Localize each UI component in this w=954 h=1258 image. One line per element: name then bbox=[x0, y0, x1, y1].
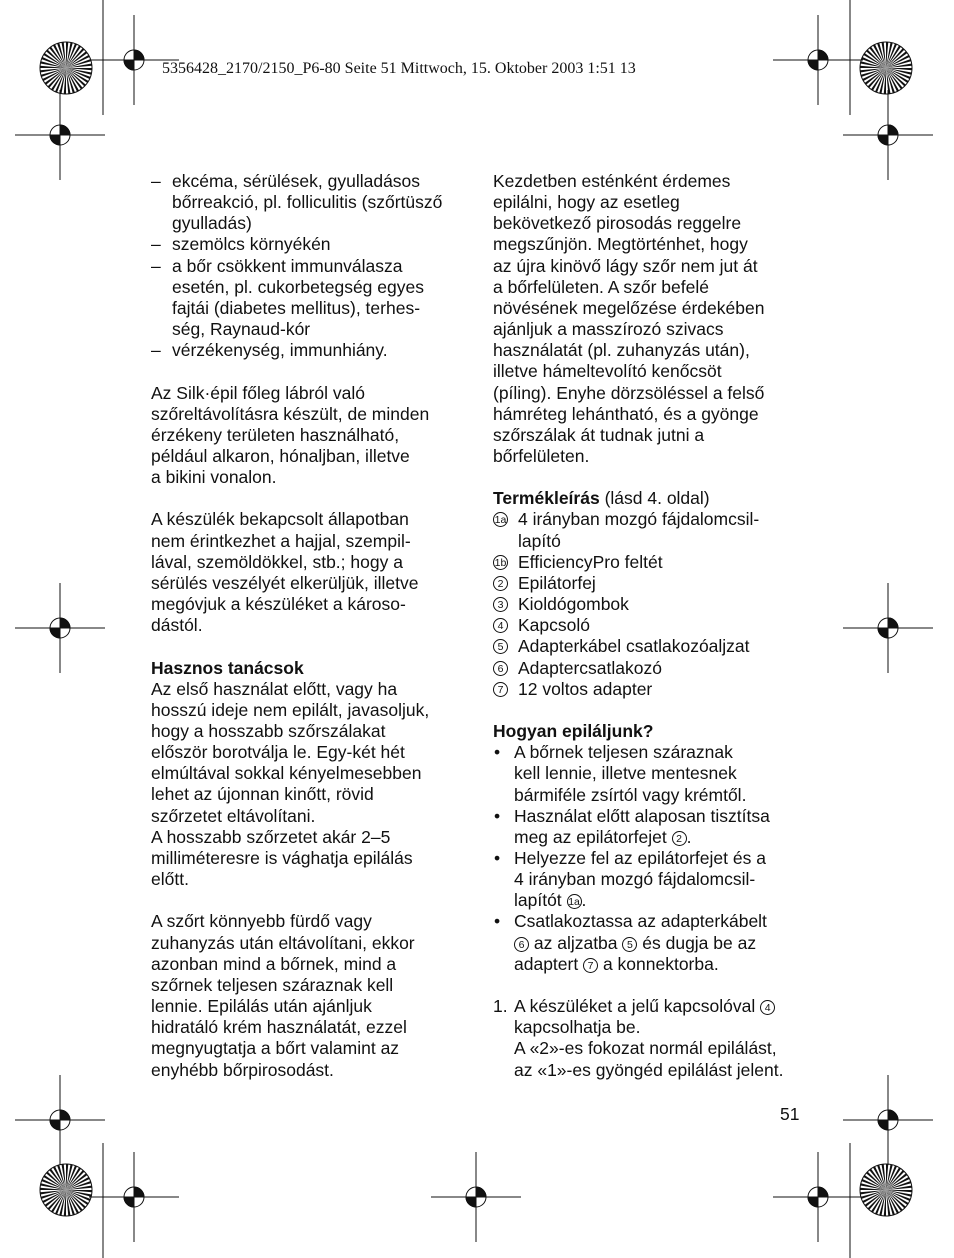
circled-number-icon: 7 bbox=[493, 682, 508, 697]
registration-star-icon bbox=[40, 42, 92, 94]
list-item: 1a 4 irányban mozgó fájdalomcsil- lapító bbox=[494, 509, 760, 551]
list-item: 2 Epilátorfej bbox=[493, 573, 811, 594]
circled-number-icon: 3 bbox=[493, 597, 508, 612]
registration-star-icon bbox=[860, 1164, 912, 1216]
circled-number-icon: 1a bbox=[494, 514, 507, 527]
section-heading-how-to: Hogyan epiláljunk? bbox=[493, 721, 654, 742]
list-item: 1b EfficiencyPro feltét bbox=[494, 551, 663, 572]
circled-number-icon: 4 bbox=[760, 1000, 775, 1015]
circled-number-icon: 2 bbox=[672, 831, 687, 846]
registration-star-icon bbox=[860, 42, 912, 94]
paragraph-tips-bathing: A szőrt könnyebb fürdő vagy zuhanyzás után eltávolítani, ekkor azonban mind a bőrnek, mind a szőrnek teljesen száraznak kell lennie. Epilálás után ajánljuk hidratáló krém használatát, ezzel megnyugtatja a bőrt valamint az enyhébb bőrpirosodást. bbox=[151, 911, 415, 1080]
list-item: – vérzékenység, immunhiány. bbox=[151, 340, 463, 361]
paragraph-evening-advice: Kezdetben esténként érdemes epilálni, hogy az esetleg bekövetkező pirosodás reggelre megszűnjön. Megtörténhet, hogy az újra kinövő lágy szőr nem jut át a bőrfelületen. A szőr befelé növésének megelőzése érdekében ajánljuk a masszírozó szivacs használatát (pl. zuhanyzás után), illetve hámeltevolító kenőcsöt (píling). Enyhe dörzsöléssel a felső hámréteg lehántható, és a gyönge szőrszálak át tudnak jutni a bőrfelületen. bbox=[493, 171, 765, 467]
product-description-heading: Termékleírás (lásd 4. oldal) bbox=[493, 488, 710, 509]
right-column bbox=[493, 171, 811, 1081]
list-item: 6 Adaptercsatlakozó bbox=[493, 658, 811, 679]
crosshair-icon bbox=[15, 1075, 105, 1165]
list-item: – ekcéma, sérülések, gyulladásos bőrreakció, pl. folliculitis (szőrtüsző gyulladás) bbox=[151, 171, 463, 234]
list-item: • Helyezze fel az epilátorfejet és a 4 irányban mozgó fájdalomcsil- lapítót 1a. bbox=[493, 848, 811, 911]
instruction-bullets bbox=[493, 742, 811, 975]
circled-number-icon: 5 bbox=[622, 937, 637, 952]
crosshair-icon bbox=[843, 90, 933, 180]
contraindication-list bbox=[151, 171, 463, 361]
paragraph-usage-areas: Az Silk·épil főleg lábról való szőreltávolításra készült, de minden érzékeny területen használható, például alkaron, hónaljban, illetve a bikini vonalon. bbox=[151, 382, 430, 488]
page-number: 51 bbox=[780, 1104, 800, 1124]
crosshair-icon bbox=[431, 1152, 521, 1242]
product-parts-list bbox=[493, 509, 811, 699]
circled-number-icon: 5 bbox=[493, 639, 508, 654]
list-item: • A bőrnek teljesen száraznak kell lennie, illetve mentesnek bármiféle zsírtól vagy krémtől. bbox=[493, 742, 811, 805]
circled-number-icon: 4 bbox=[493, 618, 508, 633]
numbered-step: 1. A készüléket a jelű kapcsolóval 4 kapcsolhatja be. A «2»-es fokozat normál epilálást, az «1»-es gyöngéd epilálást jelent. bbox=[493, 996, 784, 1080]
list-item: 3 Kioldógombok bbox=[493, 594, 811, 615]
list-item: • Használat előtt alaposan tisztítsa meg az epilátorfejet 2 . bbox=[493, 806, 811, 848]
list-item: 5 Adapterkábel csatlakozóaljzat bbox=[493, 636, 811, 657]
circled-number-icon: 2 bbox=[493, 576, 508, 591]
list-item: • Csatlakoztassa az adapterkábelt 6 az aljzatba 5 és dugja be az adaptert 7 a konnektorba. bbox=[493, 911, 811, 974]
circled-number-icon: 6 bbox=[493, 661, 508, 676]
circled-number-icon: 1a bbox=[568, 896, 580, 909]
registration-star-icon bbox=[40, 1164, 92, 1216]
list-item: – szemölcs környékén bbox=[151, 234, 463, 255]
circled-number-icon: 6 bbox=[514, 937, 529, 952]
list-item: 4 Kapcsoló bbox=[493, 615, 811, 636]
list-item: 7 12 voltos adapter bbox=[493, 679, 811, 700]
circled-number-icon: 7 bbox=[583, 958, 598, 973]
section-heading-tips: Hasznos tanácsok bbox=[151, 657, 304, 678]
crosshair-icon bbox=[15, 583, 105, 673]
crosshair-icon bbox=[15, 90, 105, 180]
circled-number-icon: 1b bbox=[494, 556, 507, 569]
list-item: – a bőr csökkent immunválasza esetén, pl. cukorbetegség egyes fajtái (diabetes mellitus), terhes- ség, Raynaud-kór bbox=[151, 256, 463, 341]
print-header: 5356428_2170/2150_P6-80 Seite 51 Mittwoch, 15. Oktober 2003 1:51 13 bbox=[162, 60, 636, 77]
paragraph-safety: A készülék bekapcsolt állapotban nem érintkezhet a hajjal, szempil- lával, szemöldökkel, stb.; hogy a sérülés veszélyét elkerüljük, illetve megóvjuk a készüléket a károso- dástól. bbox=[151, 509, 419, 636]
paragraph-tips-shaving: Az első használat előtt, vagy ha hosszú ideje nem epilált, javasoljuk, hogy a hosszabb szőrszálakat először borotválja le. Egy-két hét elmúltával sokkal kényelmesebben lehet az újonnan kinőtt, rövid szőrzetet eltávolítani. A hosszabb szőrzetet akár 2–5 milliméteresre is vághatja epilálás előtt. bbox=[151, 678, 430, 890]
left-column bbox=[151, 171, 463, 1081]
crosshair-icon bbox=[843, 1075, 933, 1165]
crosshair-icon bbox=[843, 583, 933, 673]
